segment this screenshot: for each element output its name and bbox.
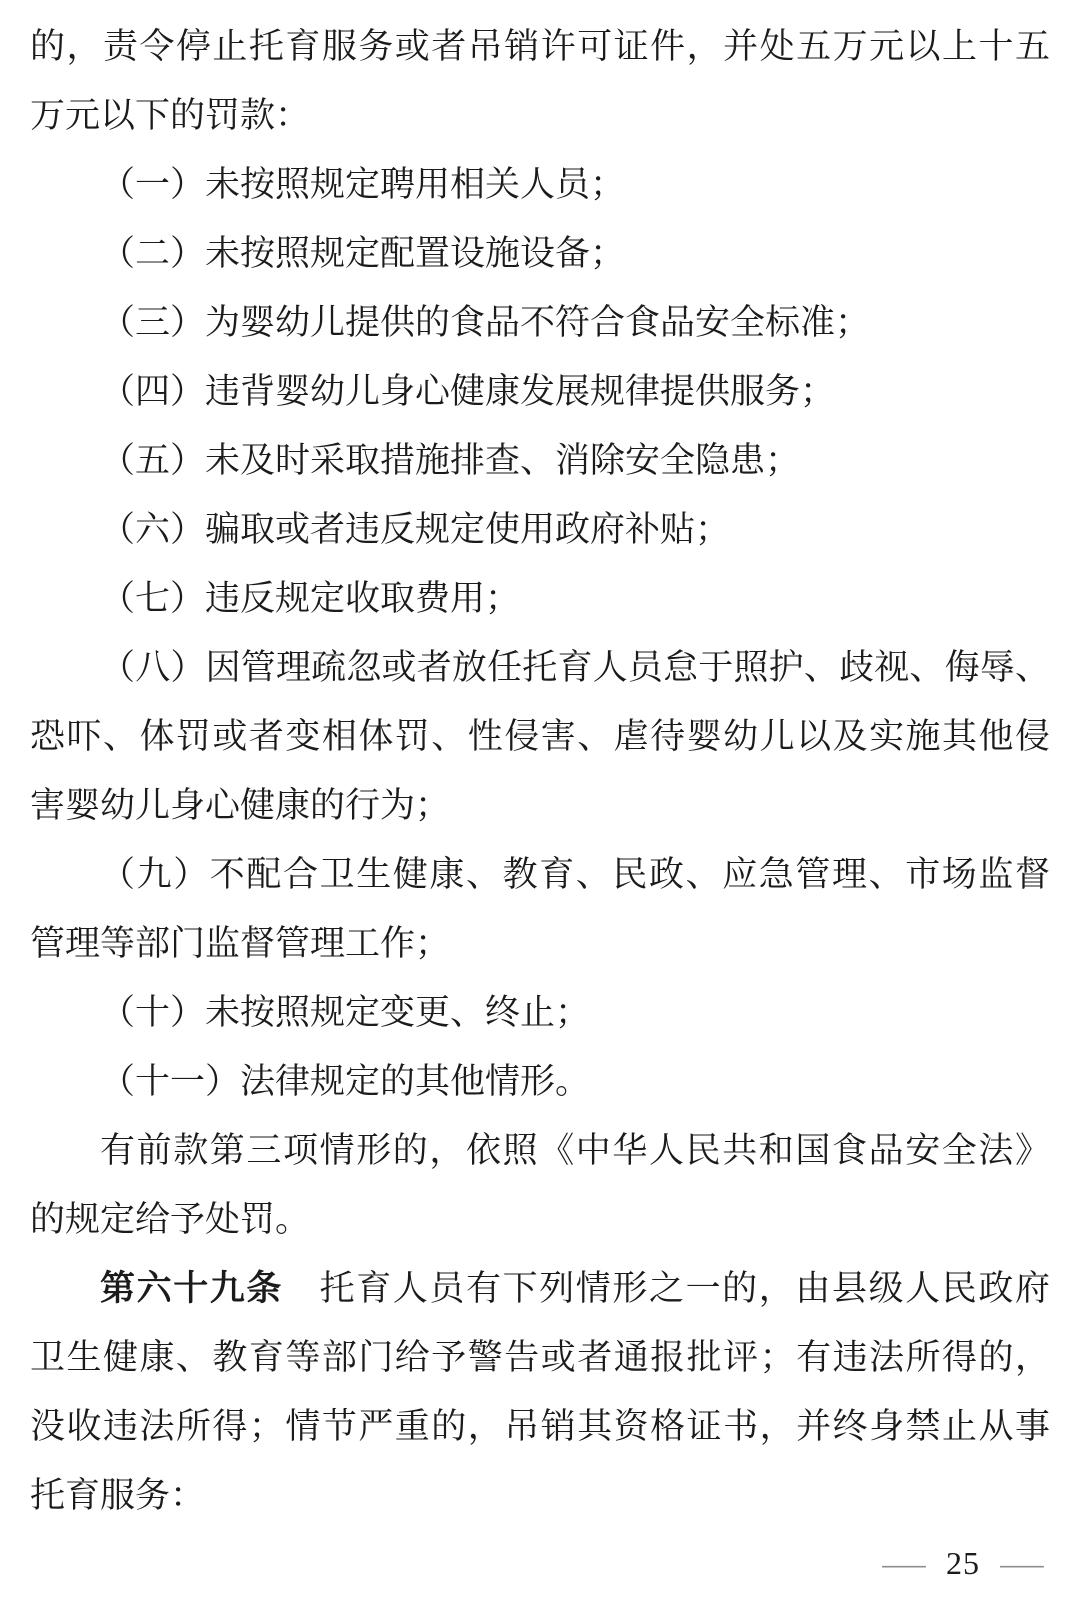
list-item-1 xyxy=(30,150,1050,219)
footer-dash-right: — xyxy=(1000,1545,1044,1581)
footer-dash-left: — xyxy=(882,1545,926,1581)
page-footer xyxy=(882,1545,1044,1581)
para-food-safety-law xyxy=(30,1116,1050,1254)
list-item-11 xyxy=(30,1047,1050,1116)
article-number-bold: 第六十九条 xyxy=(100,1269,283,1308)
para-continuation xyxy=(30,12,1050,150)
text-line: 恐吓、体罚或者变相体罚、性侵害、虐待婴幼儿以及实施其他侵 xyxy=(30,717,1050,756)
text-line: （三）为婴幼儿提供的食品不符合食品安全标准； xyxy=(100,303,871,342)
text-line: （二）未按照规定配置设施设备； xyxy=(100,234,626,273)
text-line: 的规定给予处罚。 xyxy=(30,1200,311,1239)
list-item-9 xyxy=(30,840,1050,978)
text-line: 没收违法所得；情节严重的，吊销其资格证书，并终身禁止从事 xyxy=(30,1407,1050,1446)
text-line: （七）违反规定收取费用； xyxy=(100,579,521,618)
text-line: 有前款第三项情形的，依照《中华人民共和国食品安全法》 xyxy=(100,1131,1050,1170)
text-line: 万元以下的罚款： xyxy=(30,96,311,135)
list-item-6 xyxy=(30,495,1050,564)
text-line: 的，责令停止托育服务或者吊销许可证件，并处五万元以上十五 xyxy=(30,27,1050,66)
text-line xyxy=(30,1254,1050,1323)
list-item-8 xyxy=(30,633,1050,840)
text-line: （六）骗取或者违反规定使用政府补贴； xyxy=(100,510,731,549)
text-line: 卫生健康、教育等部门给予警告或者通报批评；有违法所得的， xyxy=(30,1338,1050,1377)
text-line: （十）未按照规定变更、终止； xyxy=(100,993,591,1032)
text-line: 管理等部门监督管理工作； xyxy=(30,924,451,963)
list-item-2 xyxy=(30,219,1050,288)
text-line: （八）因管理疏忽或者放任托育人员怠于照护、歧视、侮辱、 xyxy=(100,648,1050,687)
text-line: （九）不配合卫生健康、教育、民政、应急管理、市场监督 xyxy=(100,855,1050,894)
text-line: （五）未及时采取措施排查、消除安全隐患； xyxy=(100,441,801,480)
list-item-10 xyxy=(30,978,1050,1047)
list-item-7 xyxy=(30,564,1050,633)
text-line: 托育服务： xyxy=(30,1476,206,1515)
list-item-5 xyxy=(30,426,1050,495)
article-text: 托育人员有下列情形之一的，由县级人民政府 xyxy=(283,1269,1050,1308)
list-item-4 xyxy=(30,357,1050,426)
text-line: （四）违背婴幼儿身心健康发展规律提供服务； xyxy=(100,372,836,411)
text-line: （十一）法律规定的其他情形。 xyxy=(100,1062,591,1101)
text-line: 害婴幼儿身心健康的行为； xyxy=(30,786,451,825)
text-line: （一）未按照规定聘用相关人员； xyxy=(100,165,626,204)
page-number: 25 xyxy=(946,1545,980,1581)
list-item-3 xyxy=(30,288,1050,357)
para-article-69 xyxy=(30,1254,1050,1530)
